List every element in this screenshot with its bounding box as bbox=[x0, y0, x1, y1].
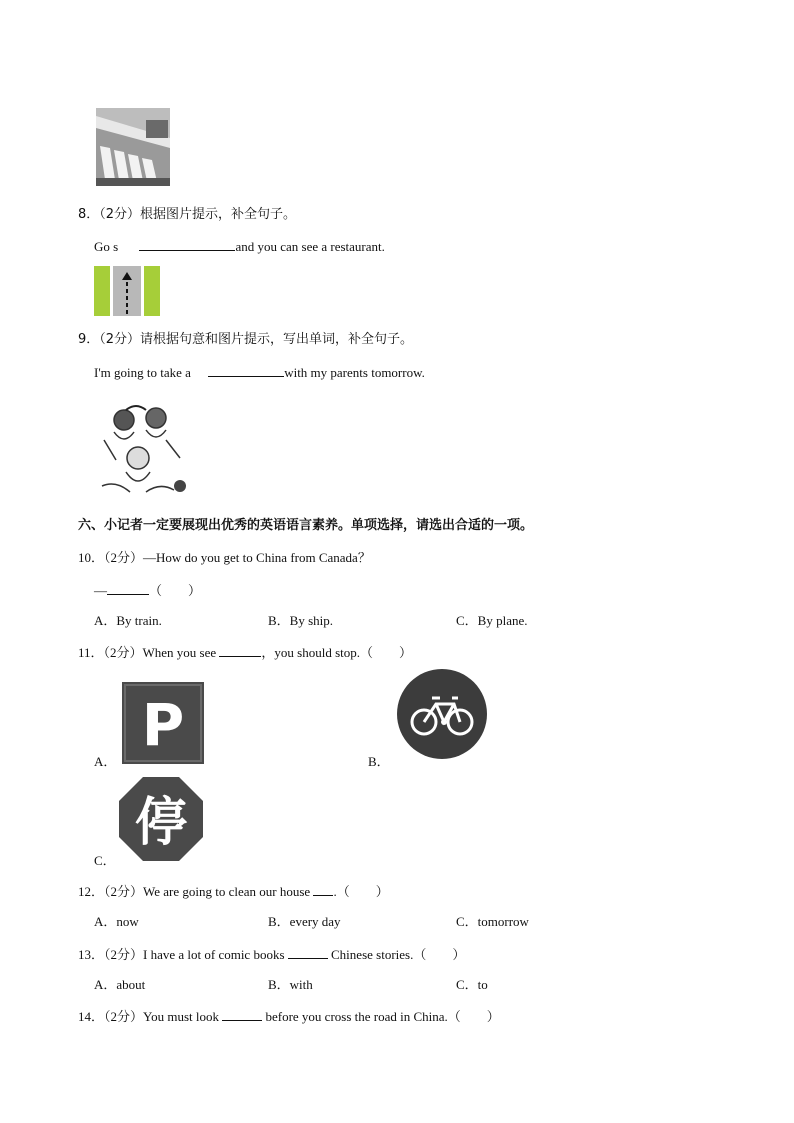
stop-sign-character: 停 bbox=[134, 793, 188, 853]
section-6-title: 六、小记者一定要展现出优秀的英语语言素养。单项选择，请选出合适的一项。 bbox=[78, 518, 534, 533]
question-9-stem: 9．（2分）请根据句意和图片提示，写出单词，补全句子。 bbox=[78, 332, 414, 347]
question-10-stem: 10．（2分）—How do you get to China from Canada？ bbox=[78, 550, 371, 565]
question-14-answer-blank[interactable] bbox=[222, 1008, 262, 1021]
question-12-stem-end: .（ ） bbox=[333, 884, 389, 899]
question-9-answer-blank[interactable] bbox=[208, 364, 284, 377]
question-13-stem-start: 13．（2分）I have a lot of comic books bbox=[78, 947, 285, 962]
question-10-dash: — bbox=[94, 583, 107, 598]
question-10-answer-line bbox=[94, 582, 201, 599]
question-11-option-c-label[interactable]: C． bbox=[94, 853, 116, 868]
straight-road-arrow-picture bbox=[94, 266, 160, 316]
question-12-stem-start: 12．（2分）We are going to clean our house bbox=[78, 884, 311, 899]
question-13-option-c[interactable]: C．to bbox=[456, 977, 488, 992]
question-8-sentence-end: and you can see a restaurant. bbox=[235, 239, 385, 254]
question-14-stem-start: 14．（2分）You must look bbox=[78, 1009, 219, 1024]
question-10-option-b[interactable]: B．By ship. bbox=[268, 613, 334, 628]
question-12-option-c[interactable]: C．tomorrow bbox=[456, 914, 529, 929]
parking-sign-icon[interactable] bbox=[122, 682, 204, 764]
question-10-paren: （ ） bbox=[149, 583, 202, 598]
crosswalk-street-picture bbox=[96, 108, 170, 186]
question-13-stem-end: Chinese stories.（ ） bbox=[331, 947, 466, 962]
bicycle-sign-icon[interactable] bbox=[396, 668, 488, 760]
question-8-stem: 8．（2分）根据图片提示，补全句子。 bbox=[78, 207, 297, 222]
question-10-option-a[interactable]: A．By train. bbox=[94, 613, 162, 628]
question-8-sentence-start: Go s bbox=[94, 239, 119, 254]
question-12-option-a[interactable]: A．now bbox=[94, 914, 139, 929]
question-9-sentence-end: with my parents tomorrow. bbox=[284, 365, 425, 380]
question-8-sentence bbox=[94, 238, 385, 255]
question-11-option-b-label[interactable]: B． bbox=[368, 754, 390, 769]
question-12-option-b[interactable]: B．every day bbox=[268, 914, 341, 929]
question-11-stem bbox=[78, 644, 412, 661]
family-trip-drawing bbox=[96, 400, 196, 500]
stop-sign-icon[interactable] bbox=[118, 776, 204, 862]
question-12-stem bbox=[78, 883, 389, 900]
question-14-stem bbox=[78, 1008, 500, 1025]
question-11-answer-blank[interactable] bbox=[219, 644, 261, 657]
question-13-option-a[interactable]: A．about bbox=[94, 977, 146, 992]
question-8-answer-blank[interactable] bbox=[139, 238, 235, 251]
question-13-option-b[interactable]: B．with bbox=[268, 977, 313, 992]
question-10-option-c[interactable]: C．By plane. bbox=[456, 613, 528, 628]
question-9-sentence-start: I'm going to take a bbox=[94, 365, 191, 380]
question-14-stem-end: before you cross the road in China.（ ） bbox=[265, 1009, 500, 1024]
question-11-stem-start: 11．（2分）When you see bbox=[78, 645, 217, 660]
question-12-answer-blank[interactable] bbox=[313, 883, 333, 896]
question-10-answer-blank[interactable] bbox=[107, 582, 149, 595]
parking-sign-letter: P bbox=[141, 691, 185, 759]
question-13-answer-blank[interactable] bbox=[288, 946, 328, 959]
question-13-stem bbox=[78, 946, 465, 963]
question-11-option-a-label[interactable]: A． bbox=[94, 754, 117, 769]
question-9-sentence bbox=[94, 364, 425, 381]
question-11-stem-end: ，you should stop.（ ） bbox=[261, 645, 413, 660]
